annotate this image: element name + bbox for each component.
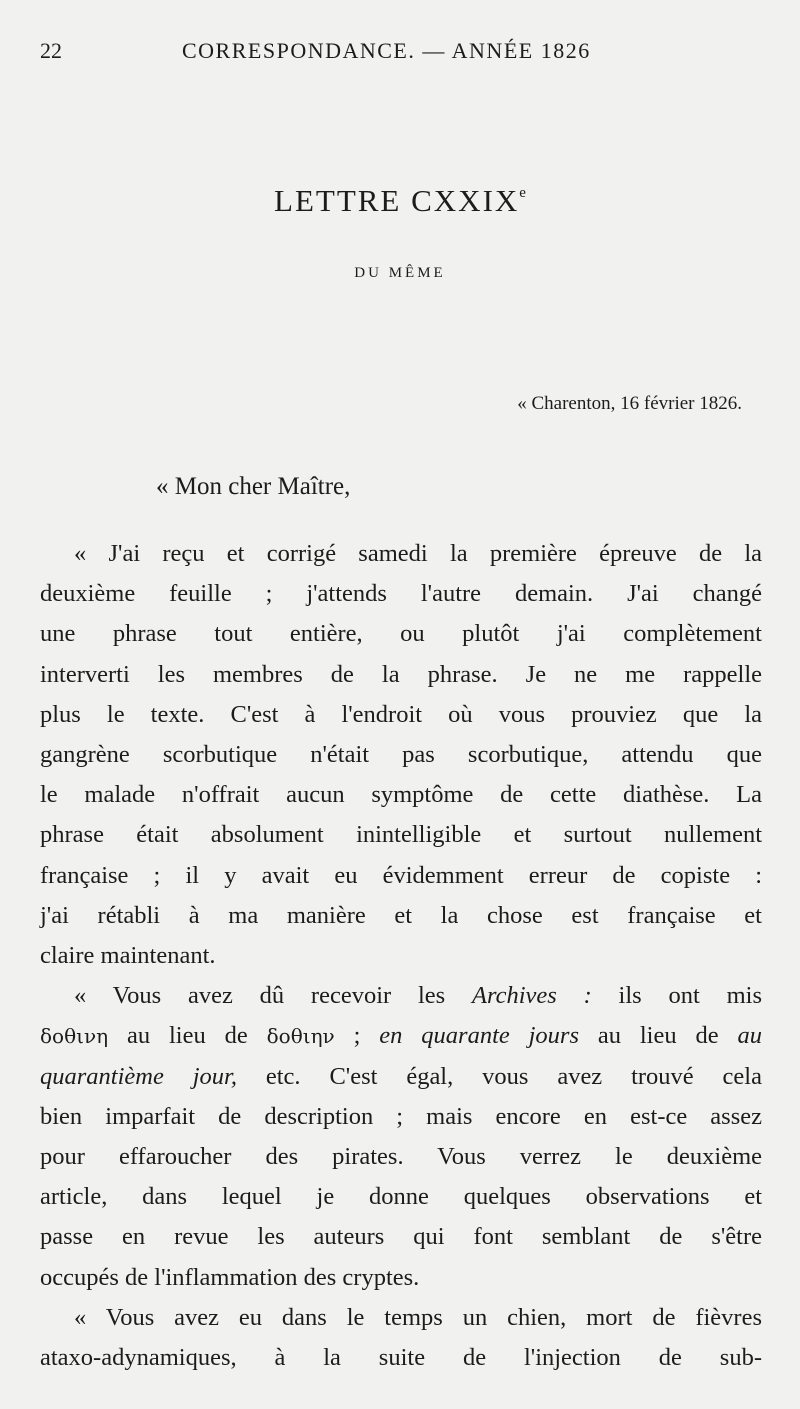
page-header	[40, 38, 760, 70]
text-run: au lieu de	[579, 1022, 738, 1050]
paragraph-3	[40, 1298, 762, 1378]
text-run: ;	[334, 1022, 380, 1050]
text-run: ils ont mis	[591, 982, 762, 1010]
letter-subtitle: DU MÊME	[354, 265, 446, 281]
letter-title-superscript: e	[519, 185, 526, 201]
letter-dateline: « Charenton, 16 février 1826.	[517, 393, 742, 414]
paragraph-2	[40, 976, 762, 1298]
letter-title-text: LETTRE CXXIX	[274, 183, 520, 218]
italic-phrase: en quarante jours	[379, 1022, 579, 1050]
paragraph-1	[40, 534, 762, 976]
text-run: etc. C'est égal, vous avez trouvé cela	[236, 1062, 762, 1090]
text-line: « J'ai reçu et corrigé samedi la première épreuve de la	[74, 540, 762, 567]
text-line: claire maintenant.	[40, 942, 216, 970]
text-line: ataxo-adynamiques, à la suite de l'injection de sub-	[40, 1344, 762, 1372]
text-line: plus le texte. C'est à l'endroit où vous prouviez que la	[40, 700, 762, 728]
text-run: au lieu de	[108, 1022, 267, 1050]
text-line: une phrase tout entière, ou plutôt j'ai complètement	[40, 620, 762, 648]
journal-title: Archives :	[471, 982, 592, 1010]
text-line: phrase était absolument inintelligible et surtout nullement	[40, 821, 762, 849]
text-line: « Vous avez eu dans le temps un chien, mort de fièvres	[74, 1303, 762, 1331]
italic-phrase: au	[737, 1022, 762, 1050]
italic-phrase: quarantième jour,	[40, 1062, 237, 1090]
text-line: article, dans lequel je donne quelques observations et	[40, 1183, 762, 1211]
letter-title	[0, 183, 800, 219]
letter-salutation: « Mon cher Maître,	[156, 473, 351, 500]
page-number: 22	[40, 38, 62, 63]
text-line: française ; il y avait eu évidemment erreur de copiste :	[40, 861, 762, 889]
letter-body	[40, 534, 762, 1378]
text-line: le malade n'offrait aucun symptôme de cette diathèse. La	[40, 781, 762, 809]
text-line: bien imparfait de description ; mais encore en est-ce assez	[40, 1102, 762, 1130]
greek-word: δοθιην	[266, 1024, 335, 1049]
text-line: interverti les membres de la phrase. Je ne me rappelle	[40, 660, 762, 688]
text-line: passe en revue les auteurs qui font semblant de s'être	[40, 1223, 762, 1251]
text-line: pour effaroucher des pirates. Vous verrez le deuxième	[40, 1143, 762, 1171]
text-line: gangrène scorbutique n'était pas scorbutique, attendu que	[40, 741, 762, 769]
text-run: « Vous avez dû recevoir les	[74, 982, 472, 1010]
text-line: deuxième feuille ; j'attends l'autre demain. J'ai changé	[40, 580, 762, 608]
text-line: occupés de l'inflammation des cryptes.	[40, 1263, 420, 1291]
text-line	[40, 1016, 762, 1056]
text-line	[40, 976, 762, 1016]
greek-word: δοθινη	[40, 1024, 109, 1049]
text-line: j'ai rétabli à ma manière et la chose est française et	[40, 901, 762, 929]
text-line	[40, 1057, 762, 1097]
running-head: CORRESPONDANCE. — ANNÉE 1826	[182, 38, 591, 63]
